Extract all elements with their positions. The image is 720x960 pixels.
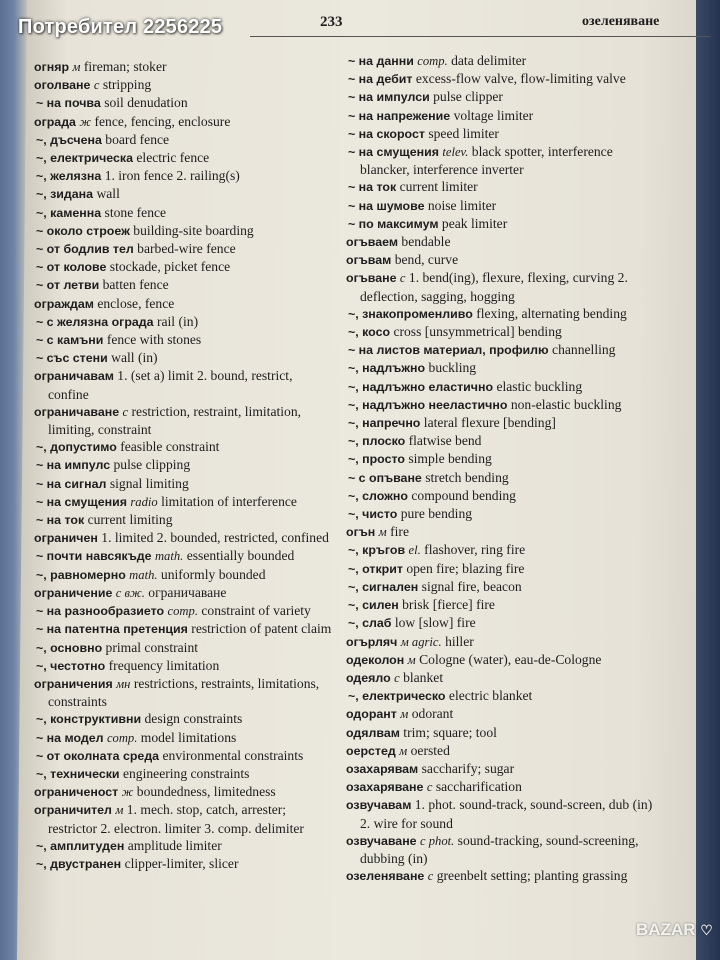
dictionary-entry — [346, 669, 656, 687]
entry-translation: voltage limiter — [453, 107, 534, 123]
entry-translation: fence with stones — [106, 332, 202, 348]
entry-headword: ~, сигнален — [348, 579, 419, 594]
entry-translation: wall (in) — [111, 350, 158, 366]
entry-headword: ограниченост — [34, 785, 119, 800]
dictionary-entry — [34, 566, 334, 584]
dictionary-entry — [34, 529, 334, 547]
entry-translation: buckling — [428, 360, 477, 376]
entry-translation: flashover, ring fire — [424, 542, 526, 558]
entry-headword: ~, чисто — [348, 507, 398, 522]
entry-grammar-label: ж — [121, 785, 134, 800]
entry-headword: ~ на смущения — [36, 494, 127, 509]
entry-translation: uniformly bounded — [160, 566, 266, 582]
dictionary-entry — [34, 801, 334, 836]
dictionary-entry — [34, 855, 334, 873]
entry-headword: ~, дъсчена — [36, 132, 102, 147]
entry-headword: ~ почти навсякъде — [36, 549, 152, 564]
entry-headword: оерстед — [346, 743, 396, 758]
entry-headword: ~ на почва — [36, 96, 101, 111]
dictionary-entry — [34, 765, 334, 783]
entry-headword: ограничавам — [34, 369, 114, 384]
entry-translation: current limiting — [87, 512, 173, 528]
entry-translation: 1. limited 2. bounded, restricted, confined — [101, 530, 329, 546]
dictionary-entry — [346, 197, 656, 215]
entry-translation: stockade, picket fence — [109, 259, 231, 275]
dictionary-entry — [34, 240, 334, 258]
entry-headword: ~ около строеж — [36, 223, 130, 238]
entry-translation: 1. iron fence 2. railing(s) — [104, 168, 240, 184]
entry-headword: ~ от бодлив тел — [36, 242, 134, 257]
entry-headword: ~, надлъжно еластично — [348, 379, 494, 394]
dictionary-entry — [346, 269, 656, 304]
entry-translation: saccharification — [435, 779, 522, 795]
entry-translation: pure bending — [400, 506, 473, 522]
entry-translation: environmental constraints — [162, 747, 304, 763]
entry-translation: boundedness, limitedness — [136, 784, 276, 800]
entry-translation: engineering constraints — [122, 765, 250, 781]
entry-headword: ~, слаб — [348, 616, 392, 631]
dictionary-entry — [34, 710, 334, 728]
entry-translation: greenbelt setting; planting grassing — [436, 868, 628, 884]
entry-headword: ~, открит — [348, 561, 403, 576]
entry-translation: rail (in) — [156, 313, 199, 329]
entry-headword: ограничаване — [34, 404, 120, 419]
entry-translation: black spotter, interference blancker, interference inverter — [360, 144, 613, 178]
entry-translation: low [slow] fire — [394, 615, 476, 631]
entry-headword: ~ на модел — [36, 730, 104, 745]
dictionary-entry — [346, 867, 656, 885]
entry-translation: model limitations — [140, 729, 237, 745]
dictionary-entry — [34, 167, 334, 185]
dictionary-entry — [34, 747, 334, 765]
dictionary-entry — [34, 131, 334, 149]
entry-headword: ограничен — [34, 531, 98, 546]
running-head: озеленяване — [582, 14, 660, 29]
entry-translation: stone fence — [104, 204, 167, 220]
dictionary-entry — [34, 295, 334, 313]
entry-translation: restrictions, restraints, limitations, constraints — [48, 675, 320, 710]
entry-grammar-label: м — [407, 652, 416, 667]
entry-headword: оголване — [34, 78, 91, 93]
entry-headword: озвучавам — [346, 798, 412, 813]
entry-headword: ~, каменна — [36, 205, 102, 220]
entry-translation: 1. bend(ing), flexure, flexing, curving 2. deflection, sagging, hogging — [360, 270, 628, 304]
dictionary-entry — [346, 796, 656, 831]
dictionary-entry — [346, 233, 656, 251]
entry-translation: Cologne (water), eau-de-Cologne — [419, 651, 602, 667]
dictionary-entry — [346, 687, 656, 705]
entry-translation: signal limiting — [109, 475, 189, 491]
entry-headword: ограничител — [34, 803, 112, 818]
dictionary-entry — [34, 58, 334, 76]
dictionary-entry — [34, 204, 334, 222]
entry-headword: ~, надлъжно нееластично — [348, 397, 508, 412]
entry-headword: ~ по максимум — [348, 216, 439, 231]
dictionary-entry — [346, 215, 656, 233]
entry-headword: ~ на ток — [348, 180, 397, 195]
entry-headword: ~ на напрежение — [348, 108, 451, 123]
dictionary-entry — [346, 432, 656, 450]
entry-translation: soil denudation — [104, 95, 188, 111]
entry-headword: озеленяване — [346, 869, 425, 884]
dictionary-entry — [34, 657, 334, 675]
dictionary-entry — [34, 729, 334, 747]
page-number: 233 — [320, 14, 343, 30]
dictionary-entry — [34, 837, 334, 855]
entry-grammar-label: comp. — [167, 604, 198, 619]
dictionary-entry — [346, 88, 656, 106]
entry-headword: ~ от околната среда — [36, 748, 160, 763]
entry-grammar-label: math. — [129, 567, 158, 582]
entry-headword: ~ с желязна ограда — [36, 314, 154, 329]
entry-translation: stripping — [102, 77, 152, 93]
dictionary-entry — [34, 185, 334, 203]
entry-translation: hiller — [445, 633, 474, 649]
dictionary-entry — [346, 541, 656, 559]
dictionary-entry — [34, 313, 334, 331]
entry-translation: fence, fencing, enclosure — [94, 113, 231, 129]
dictionary-entry — [346, 832, 656, 867]
entry-headword: ~, напречно — [348, 416, 421, 431]
entry-grammar-label: м — [72, 60, 81, 74]
entry-grammar-label: с — [399, 271, 406, 286]
entry-grammar-label: с phot. — [419, 833, 455, 848]
book-cover-right — [696, 0, 720, 960]
dictionary-entry — [34, 602, 334, 620]
entry-translation: 1. phot. sound-track, sound-screen, dub (in) 2. wire for sound — [360, 797, 653, 831]
entry-translation: non-elastic buckling — [510, 396, 622, 412]
entry-headword: ~, двустранен — [36, 856, 122, 871]
entry-translation: fireman; stoker — [83, 59, 167, 74]
dictionary-entry — [34, 349, 334, 367]
dictionary-entry — [346, 450, 656, 468]
entry-translation: wall — [96, 186, 120, 202]
entry-headword: ~, кръгов — [348, 543, 406, 558]
entry-translation: current limiter — [399, 179, 478, 195]
dictionary-entry — [34, 113, 334, 131]
entry-translation: trim; square; tool — [403, 724, 497, 740]
dictionary-entry — [346, 414, 656, 432]
dictionary-entry — [346, 396, 656, 414]
dictionary-entry — [34, 367, 334, 402]
dictionary-entry — [34, 149, 334, 167]
entry-translation: barbed-wire fence — [137, 241, 236, 257]
entry-headword: ограждам — [34, 296, 94, 311]
entry-translation: open fire; blazing fire — [406, 560, 525, 576]
dictionary-entry — [34, 584, 334, 602]
entry-translation: speed limiter — [428, 125, 499, 141]
entry-grammar-label: с — [427, 869, 434, 884]
entry-translation: elastic buckling — [496, 378, 583, 394]
entry-translation: amplitude limiter — [127, 837, 222, 853]
entry-headword: огън — [346, 525, 376, 540]
entry-translation: electric blanket — [448, 688, 533, 704]
dictionary-entry — [34, 493, 334, 511]
entry-headword: ~ от колове — [36, 260, 107, 275]
bazar-logo-text: BAZAR — [636, 920, 696, 939]
entry-headword: ~, електрическа — [36, 151, 133, 166]
entry-grammar-label: el. — [408, 543, 421, 558]
entry-headword: ~ с камъни — [36, 333, 104, 348]
dictionary-entry — [346, 724, 656, 742]
dictionary-entry — [346, 560, 656, 578]
dictionary-entry — [346, 633, 656, 651]
entry-headword: огъване — [346, 271, 397, 286]
entry-grammar-label: с — [93, 78, 100, 93]
entry-grammar-label: math. — [154, 549, 184, 564]
dictionary-entry — [34, 547, 334, 565]
dictionary-entry — [34, 475, 334, 493]
entry-translation: simple bending — [408, 451, 492, 467]
entry-headword: огъваем — [346, 235, 399, 250]
dictionary-entry — [346, 469, 656, 487]
entry-headword: ~, честотно — [36, 658, 106, 673]
entry-translation: saccharify; sugar — [421, 760, 515, 776]
dictionary-entry — [346, 143, 656, 178]
dictionary-entry — [346, 323, 656, 341]
entry-headword: ~ на патентна претенция — [36, 622, 188, 637]
user-watermark: Потребител 2256225 — [18, 16, 223, 38]
entry-translation: bendable — [401, 234, 451, 250]
dictionary-entry — [34, 222, 334, 240]
entry-translation: pulse clipper — [433, 89, 503, 105]
heart-icon: ♡ — [700, 922, 713, 938]
entry-headword: ~ на скорост — [348, 126, 425, 141]
dictionary-entry — [346, 487, 656, 505]
entry-headword: ~, амплитуден — [36, 838, 125, 853]
entry-translation: oersted — [410, 742, 450, 758]
dictionary-entry — [346, 70, 656, 88]
dictionary-entry — [346, 378, 656, 396]
dictionary-entry — [34, 331, 334, 349]
entry-translation: flatwise bend — [408, 433, 482, 449]
entry-headword: ~ на смущения — [348, 145, 439, 160]
entry-translation: fire — [390, 524, 409, 540]
entry-headword: огърляч — [346, 634, 398, 649]
entry-grammar-label: с — [394, 670, 400, 685]
entry-translation: noise limiter — [427, 197, 497, 213]
entry-translation: compound bending — [411, 487, 516, 503]
entry-translation: channelling — [552, 342, 616, 358]
entry-translation: cross [unsymmetrical] bending — [393, 324, 562, 340]
dictionary-entry — [34, 456, 334, 474]
dictionary-entry — [34, 276, 334, 294]
dictionary-entry — [346, 125, 656, 143]
entry-headword: ~ на листов материал, профилю — [348, 343, 549, 358]
entry-grammar-label: м — [378, 525, 387, 540]
entry-translation: batten fence — [102, 277, 169, 293]
dictionary-entry — [34, 620, 334, 638]
entry-grammar-label: м — [400, 707, 409, 722]
entry-translation: building-site boarding — [133, 222, 254, 238]
dictionary-entry — [346, 596, 656, 614]
entry-translation: enclose, fence — [97, 295, 175, 311]
entry-headword: ~ на импулс — [36, 458, 111, 473]
entry-grammar-label: radio — [130, 494, 158, 509]
left-column — [34, 58, 334, 873]
entry-grammar-label: ж — [79, 114, 92, 129]
entry-translation: primal constraint — [105, 639, 199, 655]
entry-translation: restriction of patent claim — [191, 621, 332, 637]
entry-headword: одеколон — [346, 652, 405, 667]
entry-headword: ~, зидана — [36, 187, 94, 202]
dictionary-entry — [34, 94, 334, 112]
entry-translation: flexing, alternating bending — [476, 305, 627, 321]
entry-headword: одеяло — [346, 670, 391, 685]
entry-headword: озахаряване — [346, 780, 424, 795]
entry-translation: excess-flow valve, flow-limiting valve — [415, 71, 626, 87]
entry-grammar-label: м — [399, 743, 408, 758]
entry-headword: ~ на разнообразието — [36, 604, 165, 619]
entry-translation: peak limiter — [441, 215, 508, 231]
dictionary-entry — [34, 511, 334, 529]
entry-headword: ~ на шумове — [348, 198, 425, 213]
entry-headword: одорант — [346, 707, 397, 722]
dictionary-entry — [346, 705, 656, 723]
dictionary-entry — [346, 178, 656, 196]
entry-headword: ~, желязна — [36, 169, 102, 184]
entry-translation: limitation of interference — [161, 493, 297, 509]
entry-headword: ~ на импулси — [348, 90, 430, 105]
dictionary-entry — [34, 258, 334, 276]
dictionary-entry — [34, 783, 334, 801]
entry-translation: 1. (set a) limit 2. bound, restrict, confine — [48, 368, 293, 402]
dictionary-entry — [346, 359, 656, 377]
entry-headword: ~, сложно — [348, 488, 408, 503]
header-rule — [250, 36, 710, 37]
entry-grammar-label: comp. — [417, 54, 448, 68]
entry-headword: ~, допустимо — [36, 440, 117, 455]
entry-grammar-label: м agric. — [400, 634, 442, 649]
entry-translation: pulse clipping — [113, 457, 191, 473]
entry-grammar-label: мн — [116, 676, 131, 691]
dictionary-entry — [346, 614, 656, 632]
entry-headword: ~, силен — [348, 598, 399, 613]
entry-translation: frequency limitation — [108, 657, 220, 673]
entry-headword: ~ от летви — [36, 278, 100, 293]
entry-translation: clipper-limiter, slicer — [124, 855, 239, 871]
entry-headword: озахарявам — [346, 761, 419, 776]
entry-translation: data delimiter — [451, 53, 527, 68]
entry-translation: lateral flexure [bending] — [423, 415, 556, 431]
entry-translation: bend, curve — [394, 252, 459, 268]
entry-translation: feasible constraint — [120, 439, 220, 455]
entry-headword: ограничения — [34, 676, 113, 691]
entry-headword: озвучаване — [346, 833, 417, 848]
entry-headword: ~, конструктивни — [36, 712, 142, 727]
entry-headword: ~ на ток — [36, 513, 85, 528]
dictionary-entry — [34, 438, 334, 456]
entry-translation: board fence — [105, 131, 170, 147]
dictionary-entry — [34, 675, 334, 710]
entry-headword: огъвам — [346, 253, 392, 268]
entry-headword: огняр — [34, 60, 70, 74]
entry-translation: sound-tracking, sound-screening, dubbing (in) — [360, 832, 639, 866]
entry-headword: одялвам — [346, 725, 400, 740]
entry-headword: ~ на дебит — [348, 72, 413, 87]
entry-headword: ~ с опъване — [348, 470, 422, 485]
entry-headword: ~, косо — [348, 325, 391, 340]
dictionary-entry — [346, 523, 656, 541]
entry-headword: ~, електрическо — [348, 689, 446, 704]
entry-translation: stretch bending — [425, 469, 509, 485]
entry-headword: ~ със стени — [36, 351, 108, 366]
entry-grammar-label: telev. — [442, 145, 469, 160]
dictionary-entry — [346, 578, 656, 596]
entry-translation: design constraints — [144, 711, 243, 727]
entry-translation: ограничаване — [148, 584, 227, 600]
bazar-logo — [636, 920, 713, 940]
dictionary-entry — [34, 639, 334, 657]
entry-headword: ~, просто — [348, 452, 405, 467]
entry-headword: ~, знакопроменливо — [348, 306, 473, 321]
dictionary-entry — [346, 505, 656, 523]
entry-translation: restriction, restraint, limitation, limiting, constraint — [48, 403, 302, 438]
entry-grammar-label: с вж. — [115, 585, 145, 600]
entry-translation: essentially bounded — [186, 548, 295, 564]
entry-headword: ~, плоско — [348, 434, 406, 449]
entry-grammar-label: comp. — [106, 730, 138, 745]
entry-headword: ~, надлъжно — [348, 361, 426, 376]
entry-translation: signal fire, beacon — [421, 578, 522, 594]
entry-translation: constraint of variety — [201, 603, 311, 619]
dictionary-entry — [346, 305, 656, 323]
entry-headword: ~ на сигнал — [36, 476, 107, 491]
entry-grammar-label: м — [115, 803, 124, 818]
right-column — [346, 52, 656, 885]
dictionary-entry — [346, 52, 656, 70]
entry-grammar-label: с — [122, 404, 129, 419]
entry-translation: blanket — [403, 669, 444, 685]
entry-headword: ~, равномерно — [36, 567, 126, 582]
dictionary-entry — [34, 403, 334, 438]
dictionary-entry — [346, 742, 656, 760]
entry-translation: brisk [fierce] fire — [402, 597, 495, 613]
dictionary-entry — [346, 651, 656, 669]
entry-headword: ~ на данни — [348, 54, 414, 68]
entry-headword: ~, технически — [36, 766, 120, 781]
entry-translation: electric fence — [136, 150, 210, 166]
dictionary-entry — [346, 107, 656, 125]
dictionary-entry — [346, 341, 656, 359]
dictionary-entry — [346, 778, 656, 796]
entry-headword: ограда — [34, 114, 76, 129]
entry-headword: ограничение — [34, 585, 113, 600]
dictionary-entry — [34, 76, 334, 94]
entry-grammar-label: с — [426, 780, 433, 795]
entry-headword: ~, основно — [36, 640, 103, 655]
dictionary-entry — [346, 760, 656, 778]
dictionary-entry — [346, 251, 656, 269]
entry-translation: 1. mech. stop, catch, arrester; restrictor 2. electron. limiter 3. comp. delimiter — [48, 802, 304, 836]
entry-translation: odorant — [411, 706, 454, 722]
